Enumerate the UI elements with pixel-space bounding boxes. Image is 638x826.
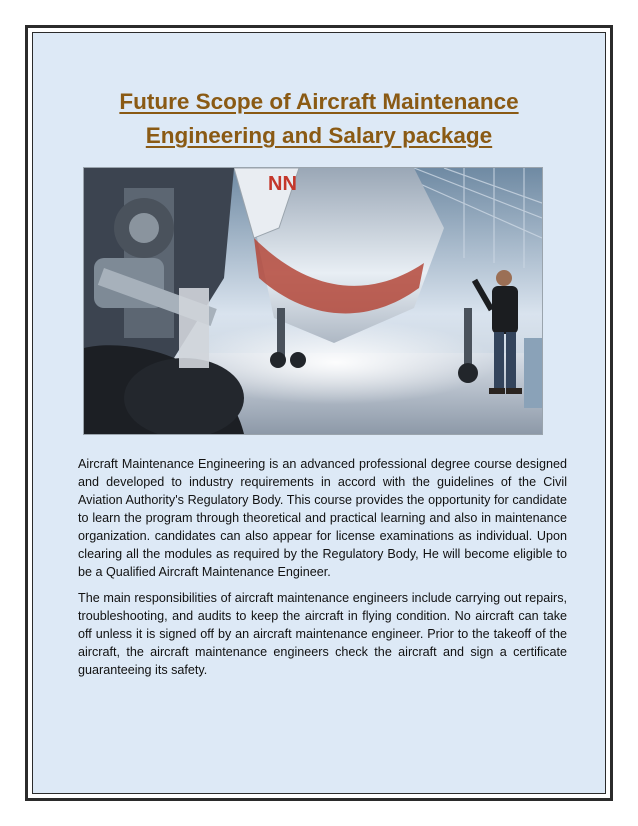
aircraft-hangar-photo — [83, 167, 543, 435]
page-outer-border — [25, 25, 613, 801]
page-title — [33, 85, 605, 153]
article-body — [78, 455, 567, 687]
page-inner-border — [32, 32, 606, 794]
tail-lettering: NN — [268, 173, 297, 195]
paragraph-intro: Aircraft Maintenance Engineering is an advanced professional degree course designed and developed to industry requirements in accord with the guidelines of the Civil Aviation Authority's Regulatory Body. This course provides the opportunity for candidate to learn the program through theoretical and practical learning and also in maintenance organization. candidates can also appear for license examinations as individual. Upon clearing all the modules as required by the Regulatory Body, He will become eligible to be a Qualified Aircraft Maintenance Engineer. — [78, 457, 567, 579]
title-line-2: Engineering and Salary package — [145, 123, 493, 148]
title-line-1: Future Scope of Aircraft Maintenance — [119, 89, 519, 114]
paragraph-responsibilities: The main responsibilities of aircraft maintenance engineers include carrying out repairs, troubleshooting, and audits to keep the aircraft in flying condition. No aircraft can take off unless it is signed off by an aircraft maintenance engineer. Prior to the takeoff of the aircraft, the aircraft maintenance engineers check the aircraft and sign a certificate guaranteeing its safety. — [78, 591, 567, 677]
